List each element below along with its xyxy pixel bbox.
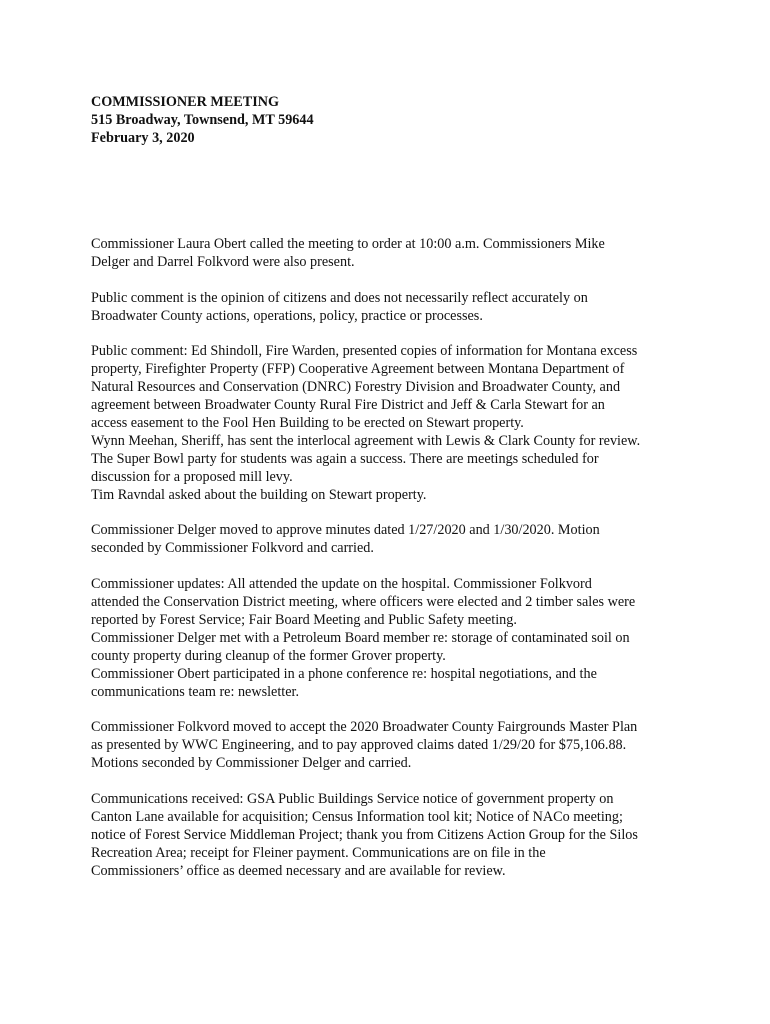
text-line: Recreation Area; receipt for Fleiner payment. Communications are on file in the — [91, 844, 546, 861]
text-line: Delger and Darrel Folkvord were also present. — [91, 253, 355, 270]
meeting-address: 515 Broadway, Townsend, MT 59644 — [91, 112, 314, 128]
text-line: Broadwater County actions, operations, policy, practice or processes. — [91, 307, 483, 324]
text-line: Commissioner updates: All attended the update on the hospital. Commissioner Folkvord — [91, 576, 592, 593]
text-line: agreement between Broadwater County Rural Fire District and Jeff & Carla Stewart for an — [91, 397, 605, 414]
text-line: Communications received: GSA Public Buildings Service notice of government property on — [91, 791, 614, 807]
text-line: Commissioner Delger moved to approve minutes dated 1/27/2020 and 1/30/2020. Motion — [91, 522, 600, 539]
paragraph-public-comment — [91, 343, 691, 504]
text-line: communications team re: newsletter. — [91, 683, 300, 700]
text-line: property, Firefighter Property (FFP) Cooperative Agreement between Montana Department of — [91, 361, 625, 378]
text-line: Public comment: Ed Shindoll, Fire Warden, presented copies of information for Montana excess — [91, 343, 638, 360]
text-line: Motions seconded by Commissioner Delger and carried. — [91, 755, 412, 772]
text-line: Commissioner Obert participated in a phone conference re: hospital negotiations, and the — [91, 665, 597, 682]
text-line: Natural Resources and Conservation (DNRC) Forestry Division and Broadwater County, and — [91, 379, 621, 396]
paragraph-public-comment-disclaimer — [91, 290, 691, 326]
text-line: The Super Bowl party for students was again a success. There are meetings scheduled for — [91, 450, 599, 467]
paragraph-minutes-approval — [91, 522, 691, 558]
text-line: Tim Ravndal asked about the building on Stewart property. — [91, 486, 427, 503]
text-line: Commissioner Laura Obert called the meeting to order at 10:00 a.m. Commissioners Mike — [91, 236, 605, 252]
text-line: Commissioner Delger met with a Petroleum Board member re: storage of contaminated soil on — [91, 629, 630, 646]
paragraph-fairgrounds-motion — [91, 719, 691, 773]
paragraph-communications-received — [91, 791, 691, 881]
text-line: Canton Lane available for acquisition; Census Information tool kit; Notice of NACo meeting; — [91, 808, 623, 825]
text-line: Commissioner Folkvord moved to accept the 2020 Broadwater County Fairgrounds Master Plan — [91, 719, 638, 736]
text-line: discussion for a proposed mill levy. — [91, 468, 293, 485]
text-line: county property during cleanup of the former Grover property. — [91, 647, 446, 664]
text-line: access easement to the Fool Hen Building to be erected on Stewart property. — [91, 415, 524, 432]
text-line: Public comment is the opinion of citizens and does not necessarily reflect accurately on — [91, 289, 588, 306]
text-line: as presented by WWC Engineering, and to pay approved claims dated 1/29/20 for $75,106.88. — [91, 737, 627, 754]
text-line: notice of Forest Service Middleman Project; thank you from Citizens Action Group for the Silos — [91, 826, 638, 843]
paragraph-commissioner-updates — [91, 576, 691, 701]
text-line: Wynn Meehan, Sheriff, has sent the interlocal agreement with Lewis & Clark County for review. — [91, 432, 641, 449]
minutes-body — [91, 236, 691, 898]
text-line: seconded by Commissioner Folkvord and carried. — [91, 540, 374, 557]
meeting-date: February 3, 2020 — [91, 130, 195, 146]
meeting-title: COMMISSIONER MEETING — [91, 94, 280, 110]
text-line: Commissioners’ office as deemed necessary and are available for review. — [91, 862, 506, 879]
paragraph-call-to-order — [91, 236, 691, 272]
text-line: attended the Conservation District meeting, where officers were elected and 2 timber sales were — [91, 594, 636, 611]
text-line: reported by Forest Service; Fair Board Meeting and Public Safety meeting. — [91, 611, 517, 628]
meeting-header — [91, 93, 691, 147]
